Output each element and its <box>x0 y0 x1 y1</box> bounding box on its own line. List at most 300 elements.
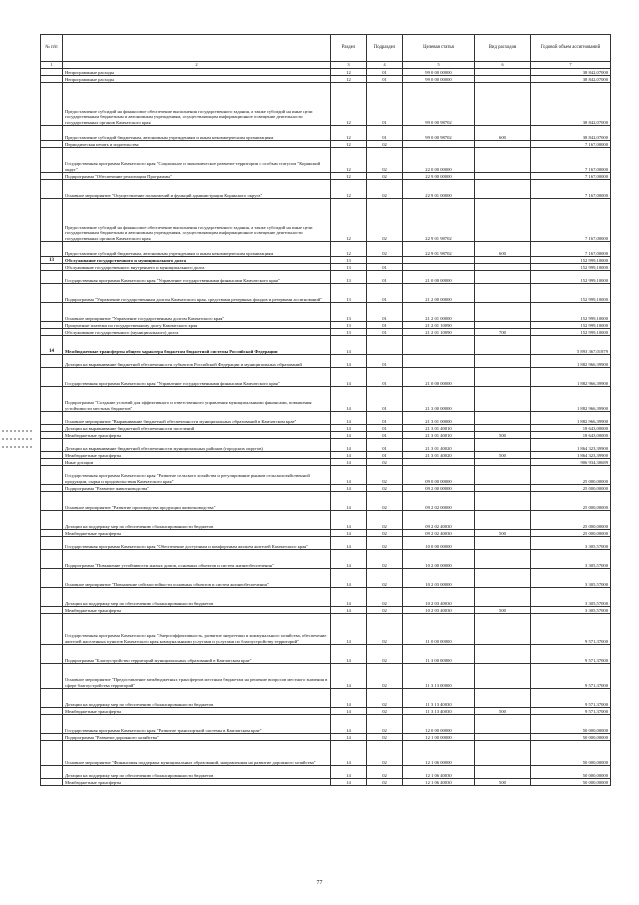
row-razdel-cell: 12 <box>331 199 367 242</box>
row-razdel-cell: 14 <box>331 779 367 786</box>
row-name-cell: Предоставление субсидий на финансовое обеспечение выполнения государственного задания, а также субсидий на иные цели государственным бюджетным и автономным учреждениям, осуществляющим информационное освещение деятельности государственных органов Камчатского края <box>63 83 331 126</box>
row-vr-cell: 500 <box>475 607 531 614</box>
row-number-cell <box>41 141 63 148</box>
row-amount-cell: 3 305,57000 <box>531 607 611 614</box>
row-csr-cell: 21 3 00 00000 <box>403 387 475 412</box>
scan-artifact <box>2 430 32 432</box>
table-row <box>41 355 611 368</box>
row-podrazdel-cell: 02 <box>367 569 403 588</box>
row-razdel-cell: 14 <box>331 614 367 645</box>
row-csr-cell: 22 0 00 00000 <box>403 148 475 173</box>
row-csr-cell <box>403 336 475 355</box>
row-podrazdel-cell: 02 <box>367 199 403 242</box>
row-amount-cell: 152 999,10000 <box>531 264 611 271</box>
row-number-cell <box>41 452 63 459</box>
row-vr-cell <box>475 355 531 368</box>
table-row <box>41 425 611 432</box>
row-podrazdel-cell: 01 <box>367 355 403 368</box>
row-amount-cell: 1 882 966,39900 <box>531 412 611 425</box>
row-razdel-cell: 13 <box>331 329 367 336</box>
row-amount-cell: 9 571,37000 <box>531 664 611 689</box>
budget-table <box>40 34 611 786</box>
column-index-cell: 7 <box>531 62 611 69</box>
row-podrazdel-cell: 02 <box>367 537 403 550</box>
row-csr-cell: 11 3 13 40030 <box>403 708 475 715</box>
row-number-cell <box>41 173 63 180</box>
row-vr-cell: 500 <box>475 779 531 786</box>
row-podrazdel-cell: 02 <box>367 173 403 180</box>
row-number-cell <box>41 550 63 569</box>
row-name-cell: Межбюджетные трансферты <box>63 779 331 786</box>
row-csr-cell: 09 2 00 00000 <box>403 485 475 492</box>
row-name-cell: Основное мероприятие "Финансовая поддержка муниципальных образований, направленная на развитие дорожного хозяйства" <box>63 741 331 766</box>
row-number-cell <box>41 76 63 83</box>
row-amount-cell: 50 000,00000 <box>531 779 611 786</box>
row-vr-cell: 500 <box>475 530 531 537</box>
column-index-cell: 4 <box>367 62 403 69</box>
row-amount-cell: 1 882 966,39900 <box>531 387 611 412</box>
row-razdel-cell: 13 <box>331 257 367 264</box>
row-amount-cell: 7 167,00000 <box>531 173 611 180</box>
row-name-cell: Основное мероприятие "Повышение сейсмостойкости основных объектов и систем жизнеобеспечения" <box>63 569 331 588</box>
row-number-cell <box>41 614 63 645</box>
row-razdel-cell: 14 <box>331 425 367 432</box>
row-csr-cell: 21 3 01 40010 <box>403 432 475 439</box>
row-podrazdel-cell: 01 <box>367 452 403 459</box>
row-vr-cell: 600 <box>475 242 531 257</box>
table-row <box>41 148 611 173</box>
row-podrazdel-cell: 02 <box>367 180 403 199</box>
table-row <box>41 242 611 257</box>
row-csr-cell: 21 3 01 40020 <box>403 439 475 452</box>
row-razdel-cell: 13 <box>331 264 367 271</box>
row-razdel-cell: 12 <box>331 242 367 257</box>
row-vr-cell <box>475 257 531 264</box>
row-number-cell <box>41 779 63 786</box>
row-podrazdel-cell: 02 <box>367 511 403 530</box>
row-vr-cell <box>475 766 531 779</box>
row-amount-cell: 38 842,07000 <box>531 126 611 141</box>
table-row <box>41 199 611 242</box>
row-razdel-cell: 14 <box>331 708 367 715</box>
row-name-cell: Обслуживание государственного и муниципального долга <box>63 257 331 264</box>
row-amount-cell: 3 305,57000 <box>531 537 611 550</box>
row-amount-cell: 9 571,37000 <box>531 614 611 645</box>
row-podrazdel-cell: 02 <box>367 607 403 614</box>
row-podrazdel-cell: 01 <box>367 439 403 452</box>
row-number-cell <box>41 432 63 439</box>
row-razdel-cell: 12 <box>331 173 367 180</box>
table-row <box>41 452 611 459</box>
row-name-cell: Основное мероприятие "Управление государственным долгом Камчатского края" <box>63 303 331 322</box>
row-csr-cell: 99 0 00 00000 <box>403 69 475 76</box>
row-number-cell <box>41 588 63 607</box>
table-row <box>41 412 611 425</box>
table-row <box>41 257 611 264</box>
row-podrazdel-cell: 01 <box>367 126 403 141</box>
row-vr-cell <box>475 76 531 83</box>
row-name-cell: Непрограммные расходы <box>63 69 331 76</box>
row-razdel-cell: 14 <box>331 734 367 741</box>
row-podrazdel-cell: 02 <box>367 715 403 734</box>
row-name-cell: Дотации на выравнивание бюджетной обеспеченности субъектов Российской Федерации и муниципальных образований <box>63 355 331 368</box>
row-podrazdel-cell: 01 <box>367 271 403 284</box>
row-number-cell <box>41 492 63 511</box>
table-row <box>41 779 611 786</box>
scan-artifact <box>2 438 32 440</box>
row-podrazdel-cell: 02 <box>367 741 403 766</box>
row-razdel-cell: 14 <box>331 588 367 607</box>
col-header-vr: Вид расходов <box>475 35 531 62</box>
row-vr-cell <box>475 689 531 708</box>
row-vr-cell <box>475 148 531 173</box>
table-row <box>41 432 611 439</box>
row-podrazdel-cell: 02 <box>367 459 403 466</box>
row-vr-cell <box>475 303 531 322</box>
row-name-cell: Непрограммные расходы <box>63 76 331 83</box>
table-row <box>41 569 611 588</box>
column-index-cell: 3 <box>331 62 367 69</box>
row-podrazdel-cell: 02 <box>367 242 403 257</box>
row-number-cell <box>41 148 63 173</box>
col-header-podrazdel: Подраздел <box>367 35 403 62</box>
row-number-cell <box>41 645 63 664</box>
table-row <box>41 368 611 387</box>
row-name-cell: Основное мероприятие "Развитие производства продукции животноводства" <box>63 492 331 511</box>
col-header-name <box>63 35 331 62</box>
row-razdel-cell: 13 <box>331 322 367 329</box>
row-name-cell: Обслуживание государственного (муниципального) долга <box>63 329 331 336</box>
table-body <box>41 69 611 786</box>
row-amount-cell: 9 571,37000 <box>531 708 611 715</box>
row-vr-cell <box>475 588 531 607</box>
row-amount-cell: 1 882 966,39900 <box>531 368 611 387</box>
row-podrazdel-cell: 02 <box>367 664 403 689</box>
row-podrazdel-cell: 02 <box>367 141 403 148</box>
row-number-cell <box>41 322 63 329</box>
row-vr-cell <box>475 511 531 530</box>
row-number-cell <box>41 180 63 199</box>
row-razdel-cell: 12 <box>331 180 367 199</box>
row-number-cell <box>41 715 63 734</box>
table-row <box>41 741 611 766</box>
row-razdel-cell: 14 <box>331 355 367 368</box>
table-row <box>41 588 611 607</box>
row-csr-cell: 11 3 13 00000 <box>403 664 475 689</box>
row-razdel-cell: 14 <box>331 412 367 425</box>
row-razdel-cell: 14 <box>331 664 367 689</box>
row-vr-cell <box>475 537 531 550</box>
row-razdel-cell: 14 <box>331 689 367 708</box>
row-csr-cell: 21 3 01 40020 <box>403 452 475 459</box>
row-csr-cell <box>403 257 475 264</box>
page-number: 77 <box>316 880 323 886</box>
header-row <box>41 35 611 62</box>
row-vr-cell <box>475 199 531 242</box>
row-razdel-cell: 14 <box>331 550 367 569</box>
row-number-cell <box>41 664 63 689</box>
column-index-cell: 1 <box>41 62 63 69</box>
row-podrazdel-cell: 02 <box>367 588 403 607</box>
row-name-cell: Государственная программа Камчатского края "Энергоэффективность, развитие энергетики и коммунального хозяйства, обеспечение жителей населенных пунктов Камчатского края коммунальными услугами и услугами по благоустройству территорий" <box>63 614 331 645</box>
row-csr-cell: 12 1 06 40030 <box>403 779 475 786</box>
row-name-cell: Процентные платежи по государственному долгу Камчатского края <box>63 322 331 329</box>
row-podrazdel-cell <box>367 336 403 355</box>
row-csr-cell: 10 2 03 00000 <box>403 569 475 588</box>
row-razdel-cell: 14 <box>331 766 367 779</box>
row-amount-cell: 1 882 966,39900 <box>531 355 611 368</box>
row-razdel-cell: 14 <box>331 432 367 439</box>
row-number-cell <box>41 439 63 452</box>
row-csr-cell: 12 1 06 40030 <box>403 766 475 779</box>
row-vr-cell <box>475 466 531 485</box>
row-razdel-cell: 14 <box>331 466 367 485</box>
row-csr-cell: 12 0 00 00000 <box>403 715 475 734</box>
row-number-cell <box>41 303 63 322</box>
row-podrazdel-cell: 01 <box>367 425 403 432</box>
row-podrazdel-cell: 02 <box>367 708 403 715</box>
row-amount-cell: 152 999,10000 <box>531 329 611 336</box>
row-podrazdel-cell: 02 <box>367 734 403 741</box>
row-razdel-cell: 13 <box>331 271 367 284</box>
row-amount-cell: 7 167,00000 <box>531 141 611 148</box>
row-podrazdel-cell: 01 <box>367 284 403 303</box>
row-vr-cell <box>475 173 531 180</box>
row-amount-cell: 906 934,30689 <box>531 459 611 466</box>
row-number-cell <box>41 199 63 242</box>
row-razdel-cell: 12 <box>331 69 367 76</box>
row-amount-cell: 25 000,00000 <box>531 466 611 485</box>
table-row <box>41 439 611 452</box>
table-row <box>41 336 611 355</box>
row-amount-cell: 38 842,07000 <box>531 83 611 126</box>
table-row <box>41 734 611 741</box>
row-razdel-cell: 14 <box>331 715 367 734</box>
row-podrazdel-cell: 01 <box>367 387 403 412</box>
row-vr-cell: 500 <box>475 708 531 715</box>
row-podrazdel-cell: 02 <box>367 148 403 173</box>
row-name-cell: Основное мероприятие "Предоставление межбюджетных трансфертов местным бюджетам на решение вопросов местного значения в сфере благоустройства территорий" <box>63 664 331 689</box>
row-csr-cell: 21 2 01 00000 <box>403 303 475 322</box>
col-header-razdel: Раздел <box>331 35 367 62</box>
row-number-cell <box>41 83 63 126</box>
row-number-cell <box>41 264 63 271</box>
row-name-cell: Государственная программа Камчатского края "Развитие сельского хозяйства и регулирование рынков сельскохозяйственной продукции, сырья и продовольствия Камчатского края" <box>63 466 331 485</box>
row-amount-cell: 152 999,10000 <box>531 271 611 284</box>
table-row <box>41 708 611 715</box>
row-name-cell: Межбюджетные трансферты <box>63 708 331 715</box>
row-amount-cell: 3 305,57000 <box>531 550 611 569</box>
row-amount-cell: 7 167,00000 <box>531 242 611 257</box>
row-name-cell: Дотации на поддержку мер по обеспечению сбалансированности бюджетов <box>63 689 331 708</box>
table-row <box>41 303 611 322</box>
row-razdel-cell: 14 <box>331 459 367 466</box>
row-csr-cell: 99 0 00 00000 <box>403 76 475 83</box>
table-row <box>41 537 611 550</box>
row-csr-cell: 99 0 00 98702 <box>403 126 475 141</box>
row-csr-cell: 21 3 01 40010 <box>403 425 475 432</box>
table-row <box>41 766 611 779</box>
row-podrazdel-cell: 01 <box>367 76 403 83</box>
row-amount-cell: 50 000,00000 <box>531 766 611 779</box>
col-header-amount: Годовой объем ассигнований <box>531 35 611 62</box>
row-vr-cell: 500 <box>475 452 531 459</box>
row-number-cell: 14 <box>41 336 63 355</box>
row-amount-cell: 18 643,00000 <box>531 432 611 439</box>
row-podrazdel-cell: 02 <box>367 779 403 786</box>
column-index-cell: 6 <box>475 62 531 69</box>
row-name-cell: Подпрограмма "Развитие животноводства" <box>63 485 331 492</box>
row-name-cell: Государственная программа Камчатского края "Развитие транспортной системы в Камчатском крае" <box>63 715 331 734</box>
row-name-cell: Подпрограмма "Благоустройство территорий муниципальных образований в Камчатском крае" <box>63 645 331 664</box>
row-razdel-cell: 12 <box>331 148 367 173</box>
row-podrazdel-cell: 01 <box>367 432 403 439</box>
row-csr-cell: 11 3 00 00000 <box>403 645 475 664</box>
row-amount-cell: 7 167,00000 <box>531 148 611 173</box>
table-row <box>41 322 611 329</box>
row-csr-cell <box>403 355 475 368</box>
column-index-row <box>41 62 611 69</box>
row-csr-cell <box>403 264 475 271</box>
row-name-cell: Предоставление субсидий бюджетным, автономным учреждениям и иным некоммерческим организациям <box>63 242 331 257</box>
row-vr-cell <box>475 412 531 425</box>
row-csr-cell: 21 2 01 10090 <box>403 322 475 329</box>
table-row <box>41 492 611 511</box>
row-name-cell: Подпрограмма "Управление государственным долгом Камчатского края, средствами резервных фондов и резервами ассигнований" <box>63 284 331 303</box>
row-name-cell: Основное мероприятие "Осуществление полномочий и функций администрации Корякского округа" <box>63 180 331 199</box>
row-amount-cell: 9 571,37000 <box>531 689 611 708</box>
row-vr-cell <box>475 387 531 412</box>
row-name-cell: Межбюджетные трансферты <box>63 607 331 614</box>
row-razdel-cell: 14 <box>331 492 367 511</box>
row-number-cell <box>41 537 63 550</box>
row-csr-cell: 09 0 00 00000 <box>403 466 475 485</box>
row-csr-cell: 22 9 01 98702 <box>403 242 475 257</box>
row-razdel-cell: 12 <box>331 126 367 141</box>
row-razdel-cell: 14 <box>331 387 367 412</box>
row-csr-cell: 12 1 00 00000 <box>403 734 475 741</box>
row-amount-cell: 50 000,00000 <box>531 741 611 766</box>
row-number-cell <box>41 689 63 708</box>
row-podrazdel-cell: 01 <box>367 303 403 322</box>
row-csr-cell: 22 9 01 00000 <box>403 180 475 199</box>
row-vr-cell <box>475 141 531 148</box>
row-vr-cell <box>475 69 531 76</box>
table-row <box>41 466 611 485</box>
row-podrazdel-cell: 01 <box>367 264 403 271</box>
row-vr-cell <box>475 741 531 766</box>
row-amount-cell: 38 842,07000 <box>531 69 611 76</box>
row-podrazdel-cell: 02 <box>367 689 403 708</box>
row-name-cell: Подпрограмма "Создание условий для эффективного и ответственного управления муниципальными финансами, повышения устойчивости местных бюджетов" <box>63 387 331 412</box>
row-amount-cell: 25 000,00000 <box>531 530 611 537</box>
row-number-cell <box>41 708 63 715</box>
row-name-cell: Межбюджетные трансферты <box>63 452 331 459</box>
row-razdel-cell: 12 <box>331 76 367 83</box>
row-name-cell: Государственная программа Камчатского края "Социальное и экономическое развитие территории с особым статусом "Корякский округ" <box>63 148 331 173</box>
table-row <box>41 271 611 284</box>
table-row <box>41 645 611 664</box>
row-number-cell <box>41 530 63 537</box>
row-razdel-cell: 14 <box>331 485 367 492</box>
row-vr-cell <box>475 425 531 432</box>
row-csr-cell <box>403 459 475 466</box>
row-podrazdel-cell <box>367 257 403 264</box>
row-csr-cell: 22 9 01 98702 <box>403 199 475 242</box>
table-row <box>41 83 611 126</box>
row-vr-cell: 600 <box>475 126 531 141</box>
row-name-cell: Государственная программа Камчатского края "Обеспечение доступным и комфортным жильем жителей Камчатского края" <box>63 537 331 550</box>
table-row <box>41 180 611 199</box>
row-podrazdel-cell: 01 <box>367 412 403 425</box>
row-name-cell: Периодическая печать и издательства <box>63 141 331 148</box>
row-vr-cell <box>475 336 531 355</box>
row-vr-cell <box>475 264 531 271</box>
row-number-cell <box>41 271 63 284</box>
row-razdel-cell: 14 <box>331 607 367 614</box>
row-amount-cell: 25 000,00000 <box>531 511 611 530</box>
row-razdel-cell: 14 <box>331 645 367 664</box>
row-vr-cell <box>475 645 531 664</box>
row-podrazdel-cell: 02 <box>367 485 403 492</box>
row-razdel-cell: 12 <box>331 83 367 126</box>
row-csr-cell: 21 2 01 10090 <box>403 329 475 336</box>
row-name-cell: Государственная программа Камчатского края "Управление государственными финансами Камчатского края" <box>63 368 331 387</box>
scan-artifact <box>2 446 32 448</box>
row-number-cell <box>41 284 63 303</box>
row-vr-cell <box>475 614 531 645</box>
row-number-cell <box>41 69 63 76</box>
table-row <box>41 76 611 83</box>
row-amount-cell: 1 864 323,39900 <box>531 439 611 452</box>
row-csr-cell: 09 2 02 40030 <box>403 511 475 530</box>
row-podrazdel-cell: 01 <box>367 69 403 76</box>
row-name-cell: Межбюджетные трансферты общего характера бюджетам бюджетной системы Российской Федерации <box>63 336 331 355</box>
row-amount-cell: 25 000,00000 <box>531 485 611 492</box>
row-number-cell <box>41 329 63 336</box>
row-podrazdel-cell: 01 <box>367 329 403 336</box>
col-header-csr: Целевая статья <box>403 35 475 62</box>
row-csr-cell: 10 2 03 40030 <box>403 607 475 614</box>
row-vr-cell <box>475 83 531 126</box>
row-amount-cell: 152 999,10000 <box>531 322 611 329</box>
row-amount-cell: 50 000,00000 <box>531 715 611 734</box>
row-csr-cell: 22 9 00 00000 <box>403 173 475 180</box>
row-podrazdel-cell: 02 <box>367 550 403 569</box>
row-podrazdel-cell: 01 <box>367 83 403 126</box>
row-razdel-cell: 14 <box>331 368 367 387</box>
row-amount-cell: 152 999,10000 <box>531 257 611 264</box>
row-podrazdel-cell: 02 <box>367 645 403 664</box>
row-podrazdel-cell: 02 <box>367 614 403 645</box>
table-row <box>41 264 611 271</box>
row-vr-cell: 500 <box>475 432 531 439</box>
row-csr-cell: 10 0 00 00000 <box>403 537 475 550</box>
row-number-cell <box>41 766 63 779</box>
row-csr-cell: 11 0 00 00000 <box>403 614 475 645</box>
row-csr-cell: 09 2 02 00000 <box>403 492 475 511</box>
row-csr-cell: 21 3 01 00000 <box>403 412 475 425</box>
row-vr-cell <box>475 322 531 329</box>
row-amount-cell: 152 999,10000 <box>531 284 611 303</box>
row-amount-cell: 152 999,10000 <box>531 303 611 322</box>
row-csr-cell: 12 1 06 00000 <box>403 741 475 766</box>
table-row <box>41 284 611 303</box>
row-podrazdel-cell: 02 <box>367 492 403 511</box>
row-name-cell: Подпрограмма "Повышение устойчивости жилых домов, основных объектов и систем жизнеобеспечения" <box>63 550 331 569</box>
row-amount-cell: 7 167,00000 <box>531 199 611 242</box>
row-number-cell <box>41 607 63 614</box>
